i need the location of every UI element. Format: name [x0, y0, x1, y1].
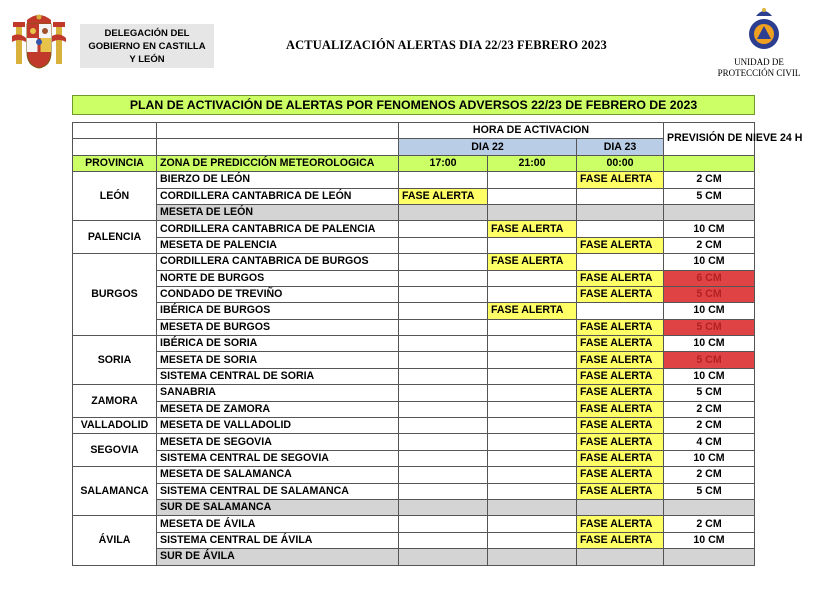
table-row: [73, 549, 755, 565]
alert-cell-h1700: [399, 385, 488, 401]
province-cell: BURGOS: [73, 254, 157, 336]
dia22-header: DIA 22: [399, 139, 577, 155]
nieve-cell: 5 CM: [664, 319, 755, 335]
alert-cell-h0000: FASE ALERTA: [577, 385, 664, 401]
table-row: [73, 401, 755, 417]
zone-cell: MESETA DE LEÓN: [157, 204, 399, 220]
delegacion-line-2: GOBIERNO EN CASTILLA: [88, 41, 206, 52]
alert-cell-h0000: FASE ALERTA: [577, 368, 664, 384]
alert-cell-h1700: [399, 221, 488, 237]
alert-cell-h0000: [577, 254, 664, 270]
table-row: [73, 499, 755, 515]
province-cell: VALLADOLID: [73, 418, 157, 434]
alert-cell-h1700: [399, 401, 488, 417]
nieve-cell: 10 CM: [664, 532, 755, 548]
zone-cell: BIERZO DE LEÓN: [157, 172, 399, 188]
table-row: [73, 303, 755, 319]
table-row: [73, 418, 755, 434]
alert-cell-h2100: [488, 286, 577, 302]
nieve-cell: 10 CM: [664, 368, 755, 384]
alert-cell-h1700: [399, 499, 488, 515]
alert-cell-h1700: FASE ALERTA: [399, 188, 488, 204]
nieve-cell: 10 CM: [664, 221, 755, 237]
province-cell: LEÓN: [73, 172, 157, 221]
alert-cell-h2100: [488, 532, 577, 548]
alert-cell-h0000: FASE ALERTA: [577, 483, 664, 499]
table-row: [73, 336, 755, 352]
alert-cell-h2100: [488, 450, 577, 466]
alert-cell-h0000: FASE ALERTA: [577, 286, 664, 302]
prevision-nieve-header: PREVISIÓN DE NIEVE 24 H: [664, 123, 755, 156]
provincia-header: PROVINCIA: [73, 155, 157, 171]
alert-cell-h1700: [399, 483, 488, 499]
nieve-cell: [664, 204, 755, 220]
alert-cell-h0000: FASE ALERTA: [577, 237, 664, 253]
province-cell: ÁVILA: [73, 516, 157, 565]
province-cell: SORIA: [73, 336, 157, 385]
alert-cell-h1700: [399, 532, 488, 548]
alert-cell-h0000: FASE ALERTA: [577, 418, 664, 434]
alert-cell-h1700: [399, 516, 488, 532]
header-row-1: [73, 123, 755, 139]
alert-cell-h0000: FASE ALERTA: [577, 516, 664, 532]
unidad-proteccion-civil-label: UNIDAD DE PROTECCIÓN CIVIL: [717, 57, 801, 78]
zone-cell: MESETA DE PALENCIA: [157, 237, 399, 253]
zone-cell: MESETA DE BURGOS: [157, 319, 399, 335]
alert-cell-h2100: [488, 368, 577, 384]
nieve-cell: 2 CM: [664, 172, 755, 188]
alert-cell-h2100: [488, 270, 577, 286]
zone-cell: CORDILLERA CANTABRICA DE PALENCIA: [157, 221, 399, 237]
alert-cell-h0000: FASE ALERTA: [577, 467, 664, 483]
alert-cell-h0000: [577, 549, 664, 565]
table-row: [73, 188, 755, 204]
table-row: [73, 450, 755, 466]
zone-cell: MESETA DE ZAMORA: [157, 401, 399, 417]
blank-header-cell: [157, 139, 399, 155]
zone-cell: IBÉRICA DE BURGOS: [157, 303, 399, 319]
alert-cell-h0000: FASE ALERTA: [577, 401, 664, 417]
province-cell: SEGOVIA: [73, 434, 157, 467]
zone-cell: MESETA DE VALLADOLID: [157, 418, 399, 434]
zone-cell: SUR DE SALAMANCA: [157, 499, 399, 515]
zone-cell: MESETA DE SORIA: [157, 352, 399, 368]
alert-cell-h1700: [399, 254, 488, 270]
alert-cell-h1700: [399, 204, 488, 220]
alert-cell-h0000: FASE ALERTA: [577, 336, 664, 352]
alert-cell-h0000: FASE ALERTA: [577, 270, 664, 286]
alert-cell-h2100: FASE ALERTA: [488, 303, 577, 319]
alert-cell-h0000: FASE ALERTA: [577, 532, 664, 548]
nieve-cell: [664, 499, 755, 515]
zone-cell: CONDADO DE TREVIÑO: [157, 286, 399, 302]
province-cell: ZAMORA: [73, 385, 157, 418]
alert-cell-h0000: FASE ALERTA: [577, 352, 664, 368]
alert-cell-h1700: [399, 467, 488, 483]
alert-cell-h2100: [488, 204, 577, 220]
table-row: [73, 368, 755, 384]
table-row: [73, 467, 755, 483]
nieve-cell: 10 CM: [664, 336, 755, 352]
zone-cell: SISTEMA CENTRAL DE SALAMANCA: [157, 483, 399, 499]
table-row: [73, 516, 755, 532]
blank-header-cell: [73, 123, 157, 139]
table-row: [73, 385, 755, 401]
nieve-cell: 6 CM: [664, 270, 755, 286]
alert-cell-h0000: [577, 499, 664, 515]
header-row-3: [73, 155, 755, 171]
alert-cell-h0000: [577, 303, 664, 319]
table-row: [73, 172, 755, 188]
table-row: [73, 532, 755, 548]
zone-cell: SUR DE ÁVILA: [157, 549, 399, 565]
alert-cell-h0000: [577, 221, 664, 237]
alert-cell-h1700: [399, 172, 488, 188]
alert-cell-h0000: FASE ALERTA: [577, 450, 664, 466]
nieve-cell: 2 CM: [664, 237, 755, 253]
zone-cell: MESETA DE ÁVILA: [157, 516, 399, 532]
zona-header: ZONA DE PREDICCIÓN METEOROLOGICA: [157, 155, 399, 171]
zone-cell: NORTE DE BURGOS: [157, 270, 399, 286]
alert-cell-h2100: [488, 352, 577, 368]
table-row: [73, 237, 755, 253]
nieve-cell: 5 CM: [664, 385, 755, 401]
table-row: [73, 286, 755, 302]
delegacion-gobierno-label: [80, 24, 214, 68]
hora-activacion-header: HORA DE ACTIVACION: [399, 123, 664, 139]
alert-cell-h2100: [488, 499, 577, 515]
alert-cell-h0000: [577, 204, 664, 220]
delegacion-line-1: DELEGACIÓN DEL: [104, 28, 190, 39]
alert-cell-h1700: [399, 286, 488, 302]
alert-cell-h1700: [399, 434, 488, 450]
nieve-cell: 4 CM: [664, 434, 755, 450]
table-row: [73, 204, 755, 220]
nieve-cell: 2 CM: [664, 467, 755, 483]
alert-cell-h1700: [399, 418, 488, 434]
alert-cell-h1700: [399, 336, 488, 352]
nieve-cell: 10 CM: [664, 450, 755, 466]
nieve-header-blank: [664, 155, 755, 171]
hour-2100-header: 21:00: [488, 155, 577, 171]
delegacion-line-3: Y LEÓN: [129, 54, 165, 65]
province-cell: PALENCIA: [73, 221, 157, 254]
alert-cell-h0000: FASE ALERTA: [577, 319, 664, 335]
alert-cell-h1700: [399, 368, 488, 384]
nieve-cell: 5 CM: [664, 483, 755, 499]
alert-cell-h1700: [399, 319, 488, 335]
alert-cell-h2100: [488, 237, 577, 253]
table-row: [73, 352, 755, 368]
nieve-cell: 2 CM: [664, 516, 755, 532]
alert-cell-h1700: [399, 352, 488, 368]
alert-cell-h2100: [488, 172, 577, 188]
hour-0000-header: 00:00: [577, 155, 664, 171]
blank-header-cell: [73, 139, 157, 155]
zone-cell: SISTEMA CENTRAL DE SORIA: [157, 368, 399, 384]
header-row-2: [73, 139, 755, 155]
zone-cell: MESETA DE SEGOVIA: [157, 434, 399, 450]
table-row: [73, 483, 755, 499]
alert-cell-h0000: [577, 188, 664, 204]
nieve-cell: 2 CM: [664, 418, 755, 434]
alert-cell-h0000: FASE ALERTA: [577, 434, 664, 450]
nieve-cell: 5 CM: [664, 188, 755, 204]
alert-cell-h2100: [488, 549, 577, 565]
alert-cell-h1700: [399, 303, 488, 319]
alert-cell-h2100: FASE ALERTA: [488, 254, 577, 270]
alert-cell-h2100: FASE ALERTA: [488, 221, 577, 237]
alert-cell-h1700: [399, 237, 488, 253]
zone-cell: IBÉRICA DE SORIA: [157, 336, 399, 352]
nieve-cell: [664, 549, 755, 565]
alert-cell-h2100: [488, 418, 577, 434]
table-row: [73, 319, 755, 335]
hour-1700-header: 17:00: [399, 155, 488, 171]
zone-cell: SANABRIA: [157, 385, 399, 401]
alert-cell-h2100: [488, 336, 577, 352]
zone-cell: SISTEMA CENTRAL DE ÁVILA: [157, 532, 399, 548]
blank-header-cell: [157, 123, 399, 139]
alert-cell-h2100: [488, 319, 577, 335]
spain-coat-of-arms-icon: [10, 12, 68, 74]
alert-cell-h2100: [488, 188, 577, 204]
nieve-cell: 5 CM: [664, 352, 755, 368]
zone-cell: CORDILLERA CANTABRICA DE LEÓN: [157, 188, 399, 204]
alert-cell-h2100: [488, 483, 577, 499]
table-row: [73, 270, 755, 286]
plan-title: PLAN DE ACTIVACIÓN DE ALERTAS POR FENOMENOS ADVERSOS 22/23 DE FEBRERO DE 2023: [72, 95, 755, 115]
proteccion-civil-logo-icon: [744, 6, 784, 54]
table-row: [73, 221, 755, 237]
table-row: [73, 434, 755, 450]
nieve-cell: 2 CM: [664, 401, 755, 417]
alert-cell-h1700: [399, 450, 488, 466]
nieve-cell: 10 CM: [664, 303, 755, 319]
alert-cell-h2100: [488, 385, 577, 401]
dia23-header: DIA 23: [577, 139, 664, 155]
alert-cell-h1700: [399, 270, 488, 286]
alert-cell-h2100: [488, 516, 577, 532]
alerts-table: [72, 122, 803, 566]
zone-cell: CORDILLERA CANTABRICA DE BURGOS: [157, 254, 399, 270]
zone-cell: SISTEMA CENTRAL DE SEGOVIA: [157, 450, 399, 466]
alert-cell-h2100: [488, 467, 577, 483]
province-cell: SALAMANCA: [73, 467, 157, 516]
alert-cell-h2100: [488, 401, 577, 417]
zone-cell: MESETA DE SALAMANCA: [157, 467, 399, 483]
nieve-cell: 10 CM: [664, 254, 755, 270]
document-title: ACTUALIZACIÓN ALERTAS DIA 22/23 FEBRERO 2023: [286, 38, 607, 52]
alert-cell-h0000: FASE ALERTA: [577, 172, 664, 188]
alert-cell-h1700: [399, 549, 488, 565]
nieve-cell: 5 CM: [664, 286, 755, 302]
table-row: [73, 254, 755, 270]
alert-cell-h2100: [488, 434, 577, 450]
